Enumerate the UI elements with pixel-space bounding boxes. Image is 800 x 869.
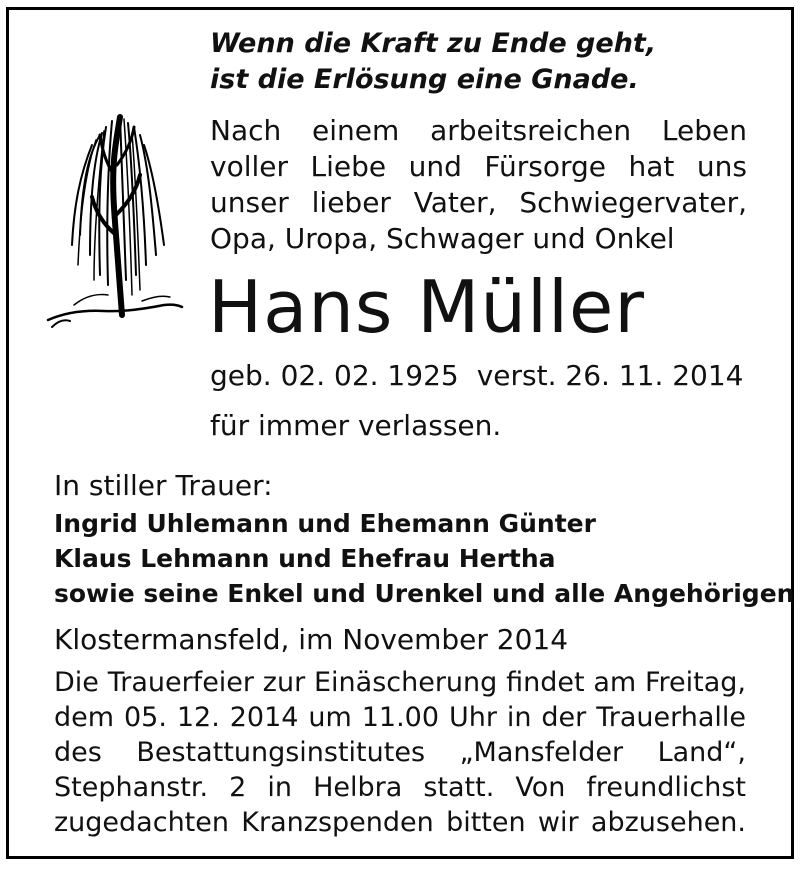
- family-list: [54, 506, 795, 611]
- motto: [210, 26, 770, 98]
- weeping-willow-icon: [44, 105, 184, 335]
- family-line: sowie seine Enkel und Urenkel und alle Angehörigen: [54, 579, 795, 608]
- death-date: verst. 26. 11. 2014: [476, 359, 744, 392]
- motto-line-1: Wenn die Kraft zu Ende geht,: [210, 28, 657, 59]
- ceremony-notice: [54, 665, 746, 840]
- mourning-label: In stiller Trauer:: [54, 469, 273, 502]
- life-dates: [210, 358, 750, 394]
- ceremony-text: Die Trauerfeier zur Einäscherung findet am Freitag, dem 05. 12. 2014 um 11.00 Uhr in der Trauerhalle des Bestattungsinstitutes „Mansfelder Land“, Stephanstr. 2 in Helbra statt. Von freundlichst zugedachten Kranzspenden bitten wir abzusehen.: [54, 667, 746, 838]
- intro-text-block: [210, 113, 747, 257]
- deceased-name: Hans Müller: [208, 265, 645, 349]
- family-line: Klaus Lehmann und Ehefrau Hertha: [54, 544, 556, 573]
- place-date: Klostermansfeld, im November 2014: [54, 623, 569, 656]
- intro-text: Nach einem arbeitsreichen Leben voller Liebe und Fürsorge hat uns unser lieber Vater, Schwiegervater, Opa, Uropa, Schwager und Onkel: [210, 114, 747, 255]
- closing-text: für immer verlassen.: [210, 409, 502, 442]
- motto-line-2: ist die Erlösung eine Gnade.: [210, 64, 639, 95]
- birth-date: geb. 02. 02. 1925: [210, 359, 459, 392]
- family-line: Ingrid Uhlemann und Ehemann Günter: [54, 509, 596, 538]
